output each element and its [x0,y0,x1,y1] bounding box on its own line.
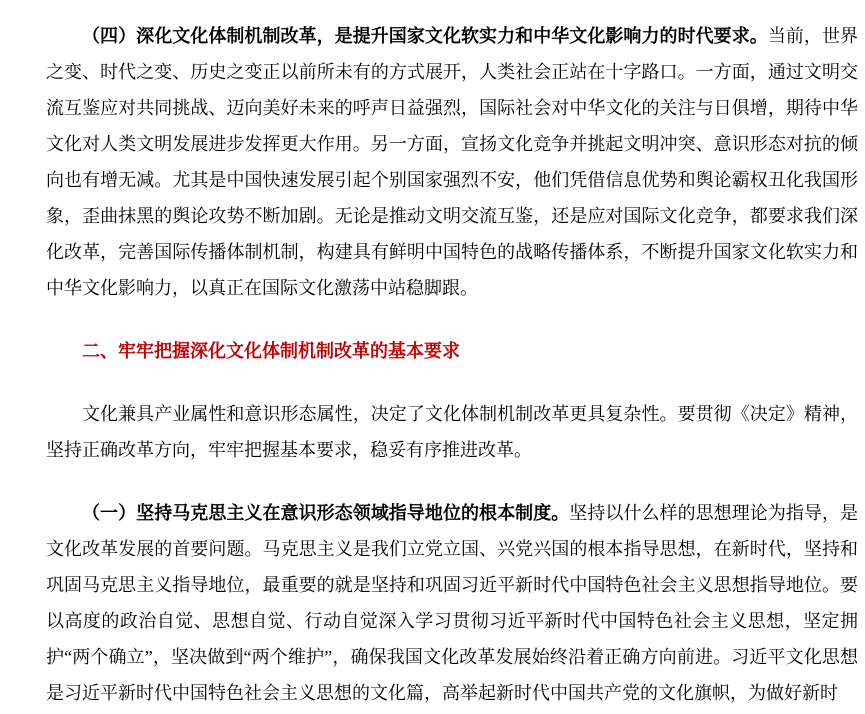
paragraph-section-4-bold-lead: （四）深化文化体制机制改革，是提升国家文化软实力和中华文化影响力的时代要求。 [82,26,768,46]
paragraph-section-1-text: 坚持以什么样的思想理论为指导，是文化改革发展的首要问题。马克思主义是我们立党立国、兴党兴国的根本指导思想，在新时代，坚持和巩固马克思主义指导地位，最重要的就是坚持和巩固习近平新时代中国特色社会主义思想指导地位。要以高度的政治自觉、思想自觉、行动自觉深入学习贯彻习近平新时代中国特色社会主义思想，坚定拥护“两个确立”，坚决做到“两个维护”，确保我国文化改革发展始终沿着正确方向前进。习近平文化思想是习近平新时代中国特色社会主义思想的文化篇，高举起新时代中国共产党的文化旗帜，为做好新时 [46,503,859,703]
paragraph-basic-requirements [46,396,858,468]
paragraph-section-1-bold-lead: （一）坚持马克思主义在意识形态领域指导地位的根本制度。 [82,503,570,523]
paragraph-section-4 [46,18,858,306]
paragraph-section-4-text: 当前，世界之变、时代之变、历史之变正以前所未有的方式展开，人类社会正站在十字路口。一方面，通过文明交流互鉴应对共同挑战、迈向美好未来的呼声日益强烈，国际社会对中华文化的关注与日俱增，期待中华文化对人类文明发展进步发挥更大作用。另一方面，宣扬文化竞争并挑起文明冲突、意识形态对抗的倾向也有增无减。尤其是中国快速发展引起个别国家强烈不安，他们凭借信息优势和舆论霸权丑化我国形象，歪曲抹黑的舆论攻势不断加剧。无论是推动文明交流互鉴，还是应对国际文化竞争，都要求我们深化改革，完善国际传播体制机制，构建具有鲜明中国特色的战略传播体系，不断提升国家文化软实力和中华文化影响力，以真正在国际文化激荡中站稳脚跟。 [46,26,859,298]
paragraph-section-1 [46,495,858,711]
section-heading-2: 二、牢牢把握深化文化体制机制改革的基本要求 [82,341,460,361]
paragraph-basic-requirements-text: 文化兼具产业属性和意识形态属性，决定了文化体制机制改革更具复杂性。要贯彻《决定》精神，坚持正确改革方向，牢牢把握基本要求，稳妥有序推进改革。 [46,404,858,460]
